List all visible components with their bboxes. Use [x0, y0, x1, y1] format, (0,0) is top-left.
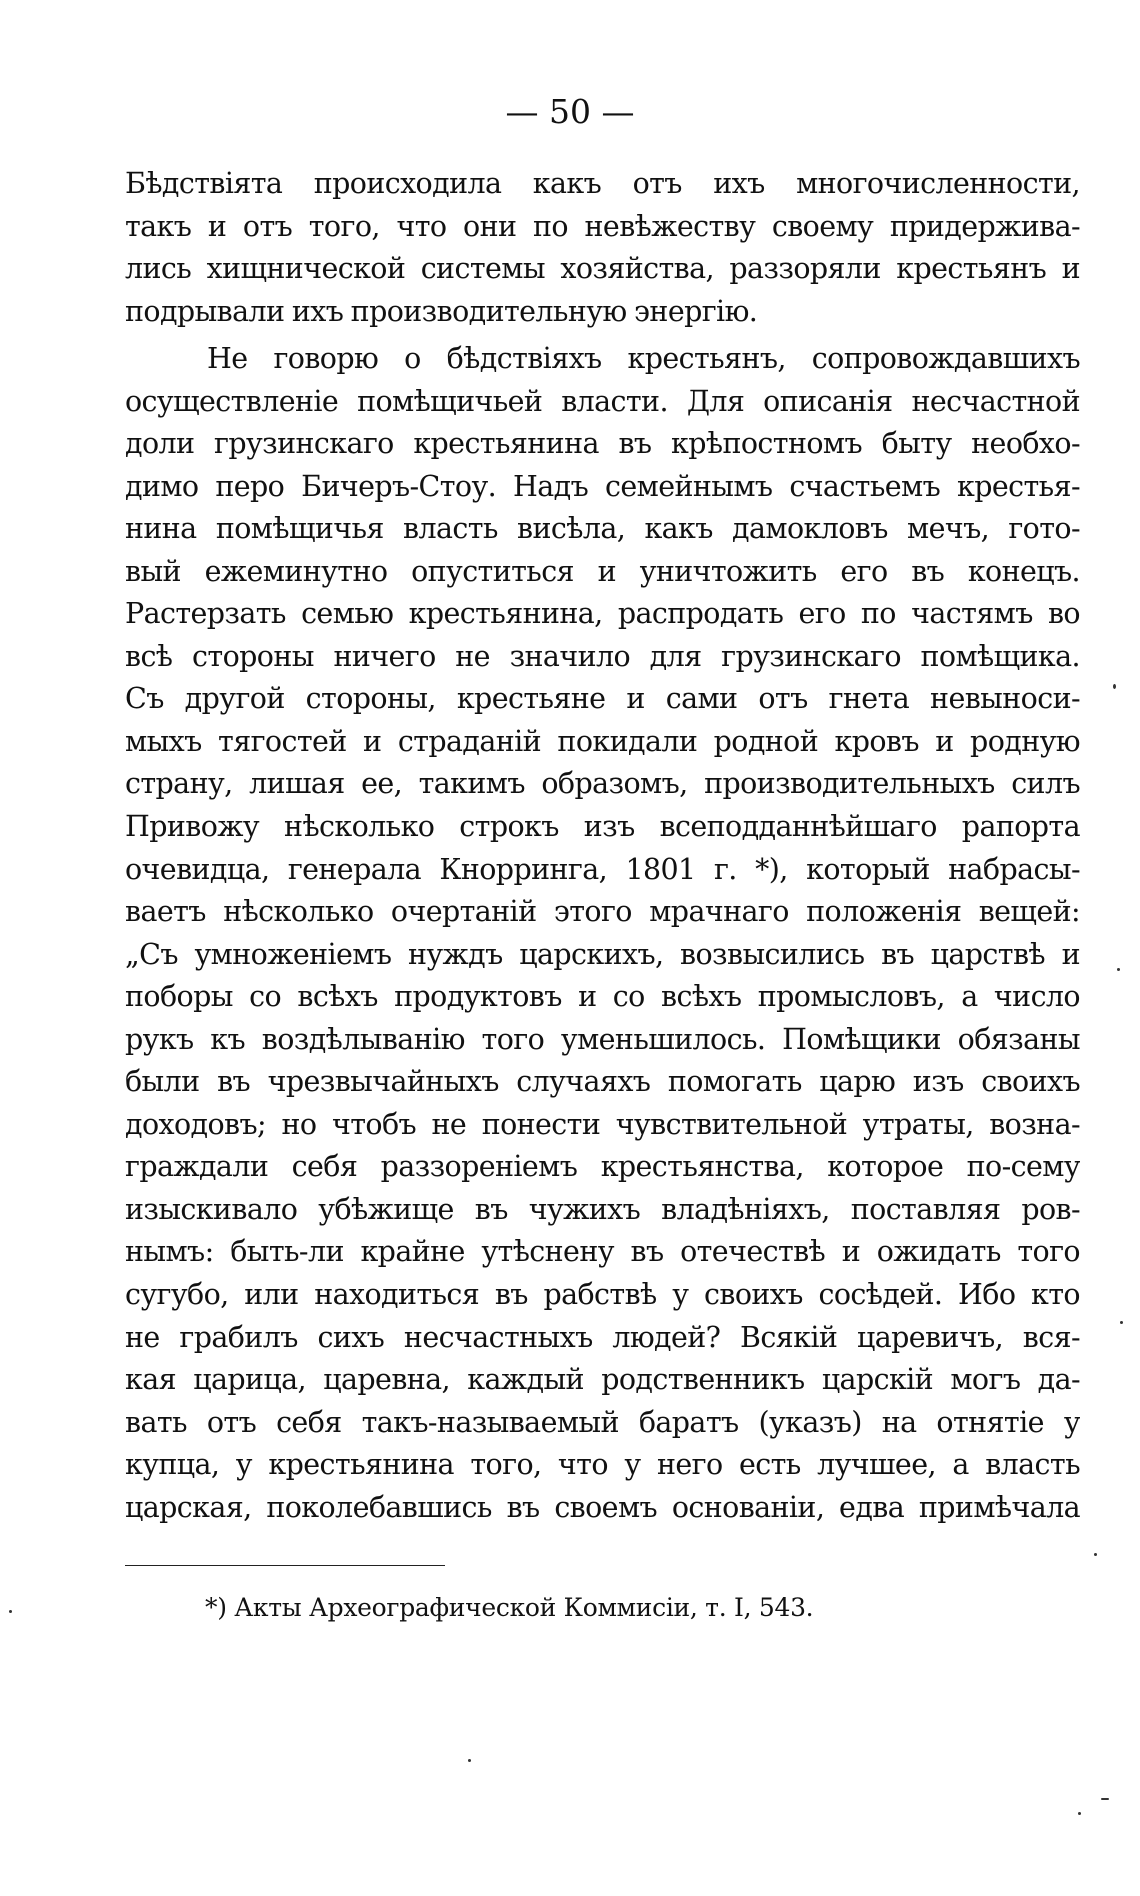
text-line: ваетъ нѣсколько очертаній этого мрачнаго положенія вещей: — [125, 895, 1080, 929]
text-line: кая царица, царевна, каждый родственникъ царскій могъ да- — [125, 1363, 1080, 1397]
text-line: подрывали ихъ производительную энергію. — [125, 294, 758, 328]
text-line: „Съ умноженіемъ нуждъ царскихъ, возвысились въ царствѣ и — [125, 937, 1080, 971]
page-number: — 50 — — [505, 92, 635, 131]
text-line: лись хищнической системы хозяйства, раззоряли крестьянъ и — [125, 252, 1080, 286]
scan-speck — [1120, 1321, 1123, 1324]
text-line: Съ другой стороны, крестьяне и сами отъ гнета невыноси- — [125, 682, 1080, 716]
text-line: вать отъ себя такъ-называемый баратъ (указъ) на отнятіе у — [125, 1405, 1080, 1439]
scan-speck — [1094, 1553, 1097, 1556]
text-line: мыхъ тягостей и страданій покидали родной кровъ и родную — [125, 724, 1080, 758]
text-line: димо перо Бичеръ-Стоу. Надъ семейнымъ счастьемъ крестья- — [125, 469, 1080, 503]
text-line: царская, поколебавшись въ своемъ основаніи, едва примѣчала — [125, 1490, 1080, 1524]
scan-speck — [1117, 968, 1120, 971]
text-line: нымъ: быть-ли крайне утѣснену въ отечествѣ и ожидать того — [125, 1235, 1080, 1269]
text-line: нина помѣщичья власть висѣла, какъ дамокловъ мечъ, гото- — [125, 512, 1080, 546]
text-line: осуществленіе помѣщичьей власти. Для описанія несчастной — [125, 384, 1080, 418]
text-line: такъ и отъ того, что они по невѣжеству своему придержива- — [125, 209, 1080, 243]
text-line: Бѣдствіята происходила какъ отъ ихъ многочисленности, — [125, 167, 1080, 200]
text-line: всѣ стороны ничего не значило для грузинскаго помѣщика. — [125, 639, 1080, 673]
scan-speck — [1078, 1812, 1081, 1815]
text-line: поборы со всѣхъ продуктовъ и со всѣхъ промысловъ, а число — [125, 980, 1080, 1014]
text-line: были въ чрезвычайныхъ случаяхъ помогать царю изъ своихъ — [125, 1065, 1080, 1099]
paragraph-2 — [125, 338, 1080, 1529]
text-line: страну, лишая ее, такимъ образомъ, производительныхъ силъ — [125, 767, 1080, 801]
scan-speck — [9, 1610, 12, 1613]
text-line: граждали себя раззореніемъ крестьянства, которое по-сему — [125, 1150, 1080, 1184]
text-line: рукъ къ воздѣлыванію того уменьшилось. Помѣщики обязаны — [125, 1022, 1080, 1056]
scan-speck — [1113, 684, 1116, 689]
text-line: вый ежеминутно опуститься и уничтожить его въ конецъ. — [125, 554, 1080, 588]
text-line: купца, у крестьянина того, что у него есть лучшее, а власть — [125, 1448, 1080, 1482]
text-line: Не говорю о бѣдствіяхъ крестьянъ, сопровождавшихъ — [207, 342, 1080, 375]
text-line: Растерзать семью крестьянина, распродать его по частямъ во — [125, 597, 1080, 631]
text-line: сугубо, или находиться въ рабствѣ у своихъ сосѣдей. Ибо кто — [125, 1278, 1080, 1312]
text-line: очевидца, генерала Кнорринга, 1801 г. *), который набрасы- — [125, 852, 1080, 886]
footnote: *) Акты Археографической Коммисіи, т. I, 543. — [205, 1593, 814, 1622]
paragraph-1 — [125, 163, 1080, 333]
text-line: изыскивало убѣжище въ чужихъ владѣніяхъ, поставляя ров- — [125, 1192, 1080, 1226]
scan-speck — [468, 1759, 471, 1762]
footnote-rule — [125, 1565, 445, 1566]
scan-speck — [1101, 1798, 1109, 1800]
text-line: доли грузинскаго крестьянина въ крѣпостномъ быту необхо- — [125, 427, 1080, 461]
text-line: Привожу нѣсколько строкъ изъ всеподданнѣйшаго рапорта — [125, 810, 1080, 844]
text-line: доходовъ; но чтобъ не понести чувствительной утраты, возна- — [125, 1107, 1080, 1141]
text-line: не грабилъ сихъ несчастныхъ людей? Всякій царевичъ, вся- — [125, 1320, 1080, 1354]
